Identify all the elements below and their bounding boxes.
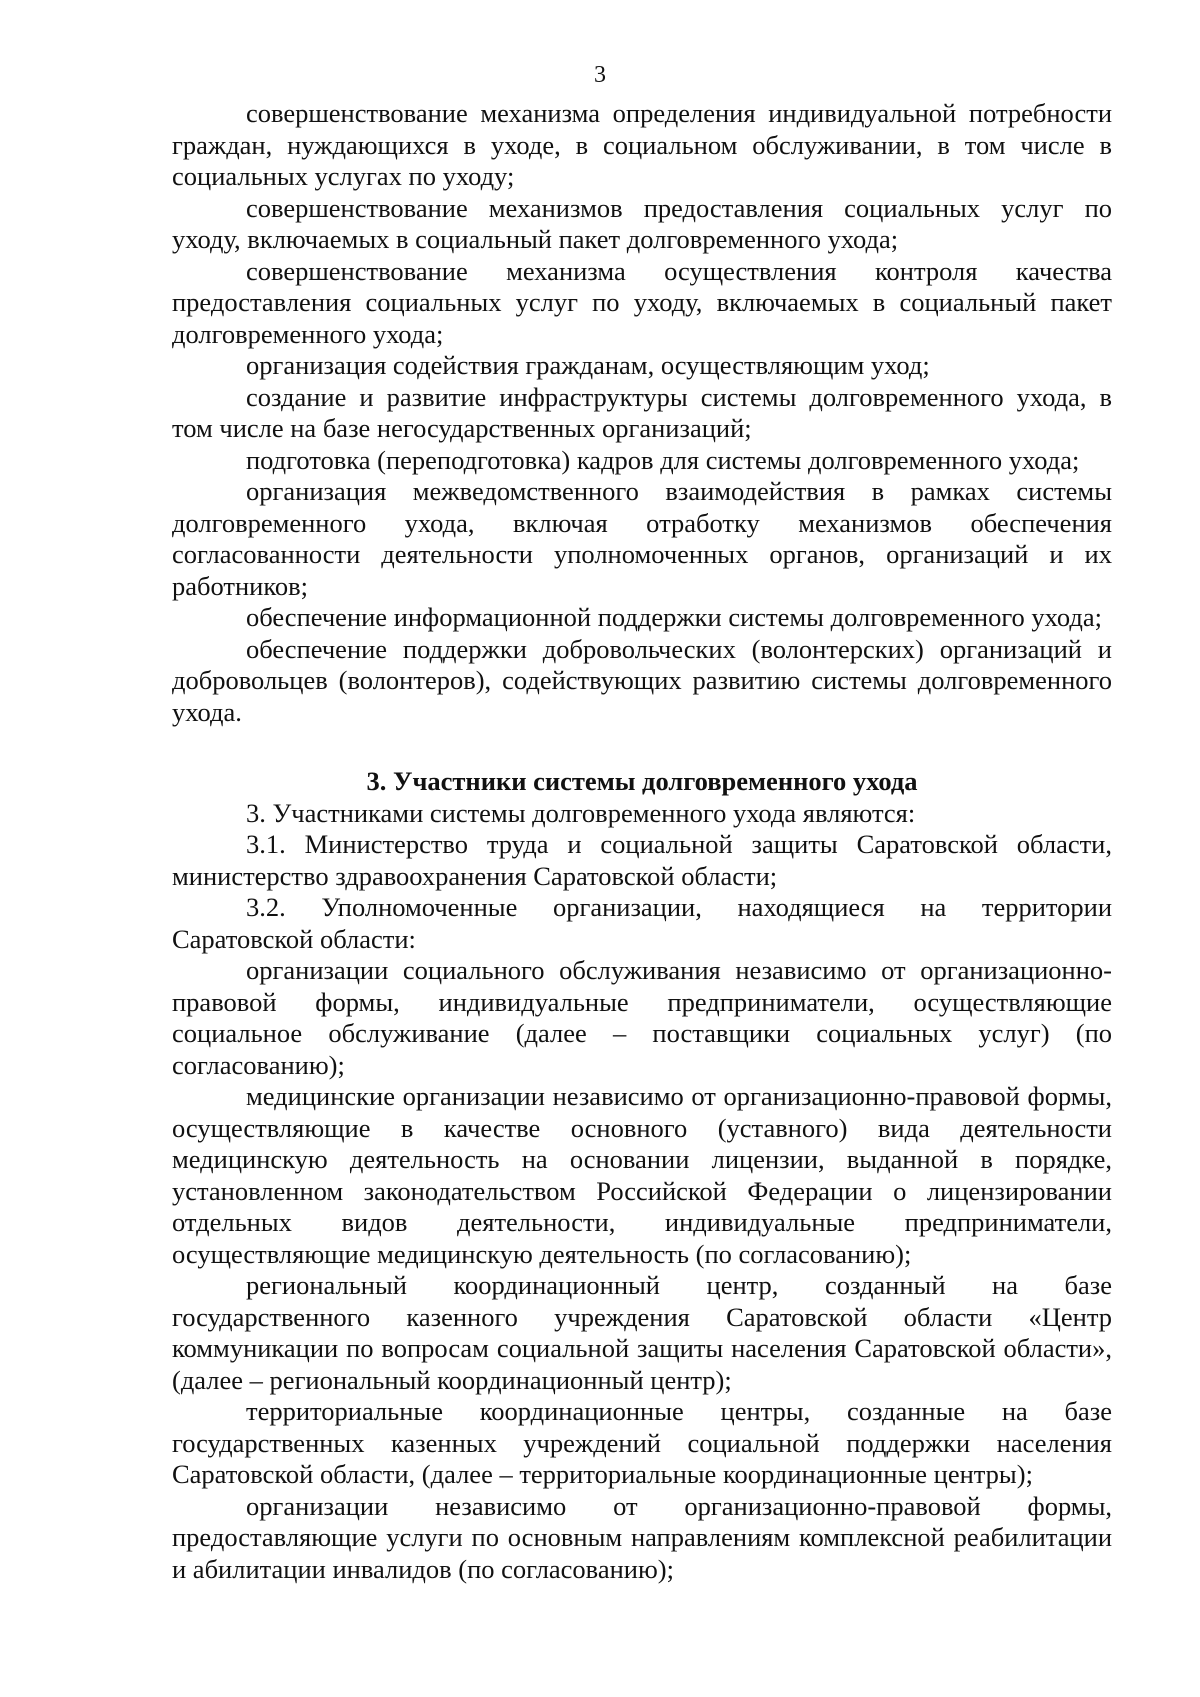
paragraph: 3.2. Уполномоченные организации, находящиеся на территории Саратовской области:: [172, 892, 1112, 954]
paragraph: организации независимо от организационно-правовой формы, предоставляющие услуги по основным направлениям комплексной реабилитации и абилитации инвалидов (по согласованию);: [172, 1490, 1112, 1584]
paragraph: организация содействия гражданам, осуществляющим уход;: [246, 350, 930, 380]
paragraph: региональный координационный центр, созданный на базе государственного казенного учреждения Саратовской области «Центр коммуникации по вопросам социальной защиты населения Саратовской области», (далее – региональный координационный центр);: [172, 1270, 1112, 1395]
paragraph: 3.1. Министерство труда и социальной защиты Саратовской области, министерство здравоохранения Саратовской области;: [172, 829, 1112, 891]
paragraph: организация межведомственного взаимодействия в рамках системы долговременного ухода, включая отработку механизмов обеспечения согласованности деятельности уполномоченных органов, организаций и их работников;: [172, 476, 1112, 601]
paragraph: обеспечение поддержки добровольческих (волонтерских) организаций и добровольцев (волонтеров), содействующих развитию системы долговременного ухода.: [172, 633, 1112, 727]
paragraph: совершенствование механизма определения индивидуальной потребности граждан, нуждающихся в уходе, в социальном обслуживании, в том числе в социальных услугах по уходу;: [172, 98, 1112, 191]
paragraph: совершенствование механизмов предоставления социальных услуг по уходу, включаемых в социальный пакет долговременного ухода;: [172, 192, 1112, 254]
section-heading: 3. Участники системы долговременного ухода: [366, 766, 918, 796]
document-body: [172, 98, 1112, 1585]
paragraph: организации социального обслуживания независимо от организационно-правовой формы, индивидуальные предприниматели, осуществляющие социальное обслуживание (далее – поставщики социальных услуг) (по согласованию);: [172, 955, 1112, 1080]
paragraph: создание и развитие инфраструктуры системы долговременного ухода, в том числе на базе негосударственных организаций;: [172, 381, 1112, 443]
page-number: 3: [594, 62, 606, 88]
paragraph: обеспечение информационной поддержки системы долговременного ухода;: [246, 602, 1102, 632]
paragraph: 3. Участниками системы долговременного ухода являются:: [246, 797, 916, 828]
paragraph: медицинские организации независимо от организационно-правовой формы, осуществляющие в качестве основного (уставного) вида деятельности медицинскую деятельность на основании лицензии, выданной в порядке, установленном законодательством Российской Федерации о лицензировании отдельных видов деятельности, индивидуальные предприниматели, осуществляющие медицинскую деятельность (по согласованию);: [172, 1081, 1112, 1269]
paragraph: территориальные координационные центры, созданные на базе государственных казенных учреждений социальной поддержки населения Саратовской области, (далее – территориальные координационные центры);: [172, 1396, 1112, 1489]
paragraph: совершенствование механизма осуществления контроля качества предоставления социальных услуг по уходу, включаемых в социальный пакет долговременного ухода;: [172, 255, 1112, 349]
paragraph: подготовка (переподготовка) кадров для системы долговременного ухода;: [246, 444, 1080, 475]
